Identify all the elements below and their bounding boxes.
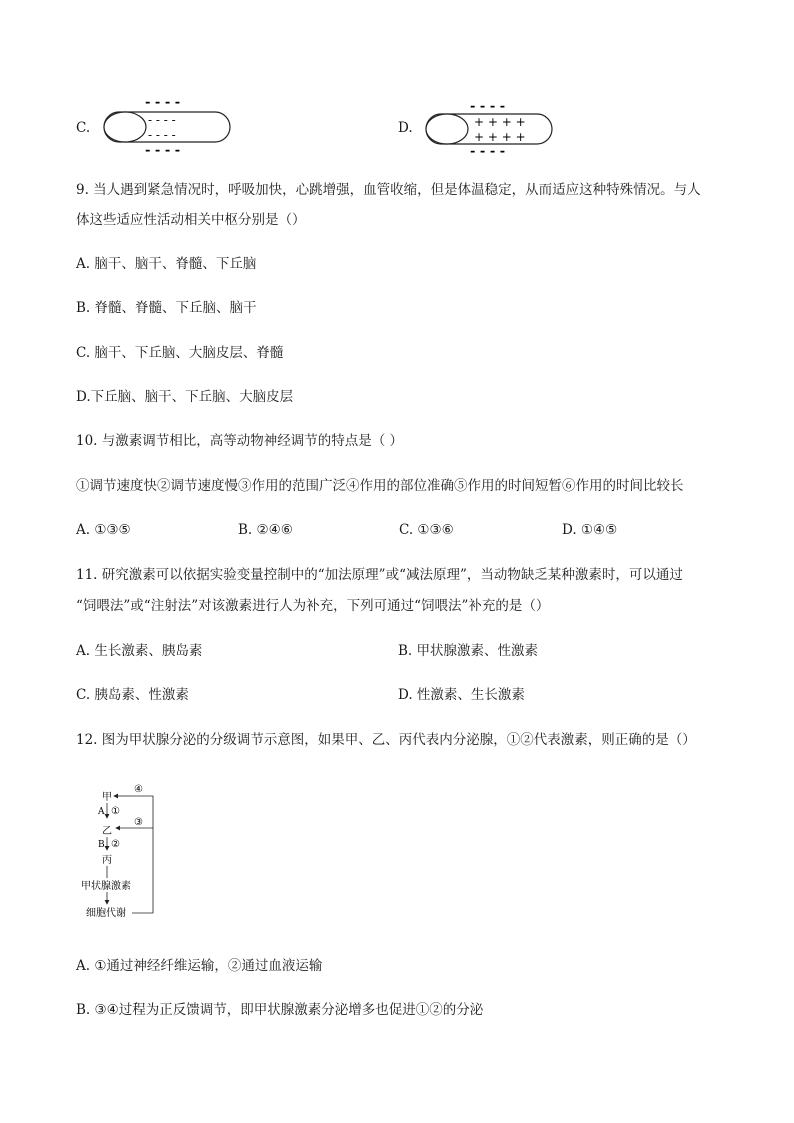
label-2: ② — [111, 839, 120, 850]
label-4: ④ — [134, 784, 143, 795]
label-a: A — [98, 807, 105, 817]
q12-option-b: B. ③④过程为正反馈调节，即甲状腺激素分泌增多也促进①②的分泌 — [76, 1002, 484, 1018]
q9-option-a: A. 脑干、脑干、脊髓、下丘脑 — [76, 256, 257, 272]
cell-metabolism-label: 细胞代谢 — [86, 908, 126, 919]
thyroid-regulation-diagram — [78, 780, 168, 922]
q12-option-a: A. ①通过神经纤维运输，②通过血液运输 — [76, 958, 323, 974]
label-3: ③ — [134, 817, 143, 828]
inner-bottom-signs: - - - - — [148, 128, 176, 142]
q11-option-c: C. 胰岛素、性激素 — [76, 687, 189, 703]
q11-option-d: D. 性激素、生长激素 — [398, 687, 525, 703]
q10-stem: 10. 与激素调节相比，高等动物神经调节的特点是（ ） — [76, 433, 404, 449]
feedback-loop-line — [130, 796, 153, 913]
q11-stem-line2: “饲喂法”或“注射法”对该激素进行人为补充，下列可通过“饲喂法”补充的是（） — [76, 598, 550, 614]
q9-option-b: B. 脊髓、脊髓、下丘脑、脑干 — [76, 300, 257, 316]
q9-stem-line1: 9. 当人遇到紧急情况时，呼吸加快，心跳增强，血管收缩，但是体温稳定，从而适应这种特殊情况。与人 — [76, 182, 701, 198]
inner-top-signs: - - - - — [148, 113, 176, 127]
q10-option-b: B. ②④⑥ — [238, 522, 293, 538]
q9-option-d: D.下丘脑、脑干、下丘脑、大脑皮层 — [76, 389, 294, 405]
label-b: B — [98, 840, 105, 850]
thyroid-hormone-label: 甲状腺激素 — [81, 881, 131, 892]
inner-bottom-signs: + + + + — [474, 130, 526, 144]
label-1: ① — [111, 806, 120, 817]
membrane-diagram-c — [100, 96, 240, 158]
outer-bottom-signs: - - - - — [145, 143, 181, 158]
q11-option-a: A. 生长激素、胰岛素 — [76, 643, 203, 659]
q10-items: ①调节速度快②调节速度慢③作用的范围广泛④作用的部位准确⑤作用的时间短暂⑥作用的时间比较长 — [76, 478, 684, 494]
inner-top-signs: + + + + — [474, 115, 526, 129]
q10-option-d: D. ①④⑤ — [562, 522, 618, 538]
gland-jia: 甲 — [102, 792, 112, 803]
q11-stem-line1: 11. 研究激素可以依据实验变量控制中的“加法原理”或“减法原理”，当动物缺乏某种激素时，可以通过 — [76, 567, 683, 583]
fiber-end-ellipse — [426, 114, 468, 144]
q9-option-c: C. 脑干、下丘脑、大脑皮层、脊髓 — [76, 345, 284, 361]
outer-bottom-signs: - - - - — [470, 144, 506, 158]
gland-bing: 丙 — [102, 855, 112, 866]
outer-top-signs: - - - - — [470, 100, 506, 114]
q11-option-b: B. 甲状腺激素、性激素 — [398, 643, 539, 659]
q10-option-c: C. ①③⑥ — [399, 522, 454, 538]
option-d-label: D. — [398, 120, 413, 136]
gland-yi: 乙 — [102, 826, 112, 837]
q10-option-a: A. ①③⑤ — [76, 522, 131, 538]
q12-stem: 12. 图为甲状腺分泌的分级调节示意图，如果甲、乙、丙代表内分泌腺，①②代表激素，则正确的是（） — [76, 732, 696, 748]
outer-top-signs: - - - - — [145, 96, 181, 110]
option-c-label: C. — [76, 120, 91, 136]
q9-stem-line2: 体这些适应性活动相关中枢分别是（） — [76, 212, 306, 228]
fiber-end-ellipse — [104, 112, 146, 142]
membrane-diagram-d — [422, 100, 562, 158]
